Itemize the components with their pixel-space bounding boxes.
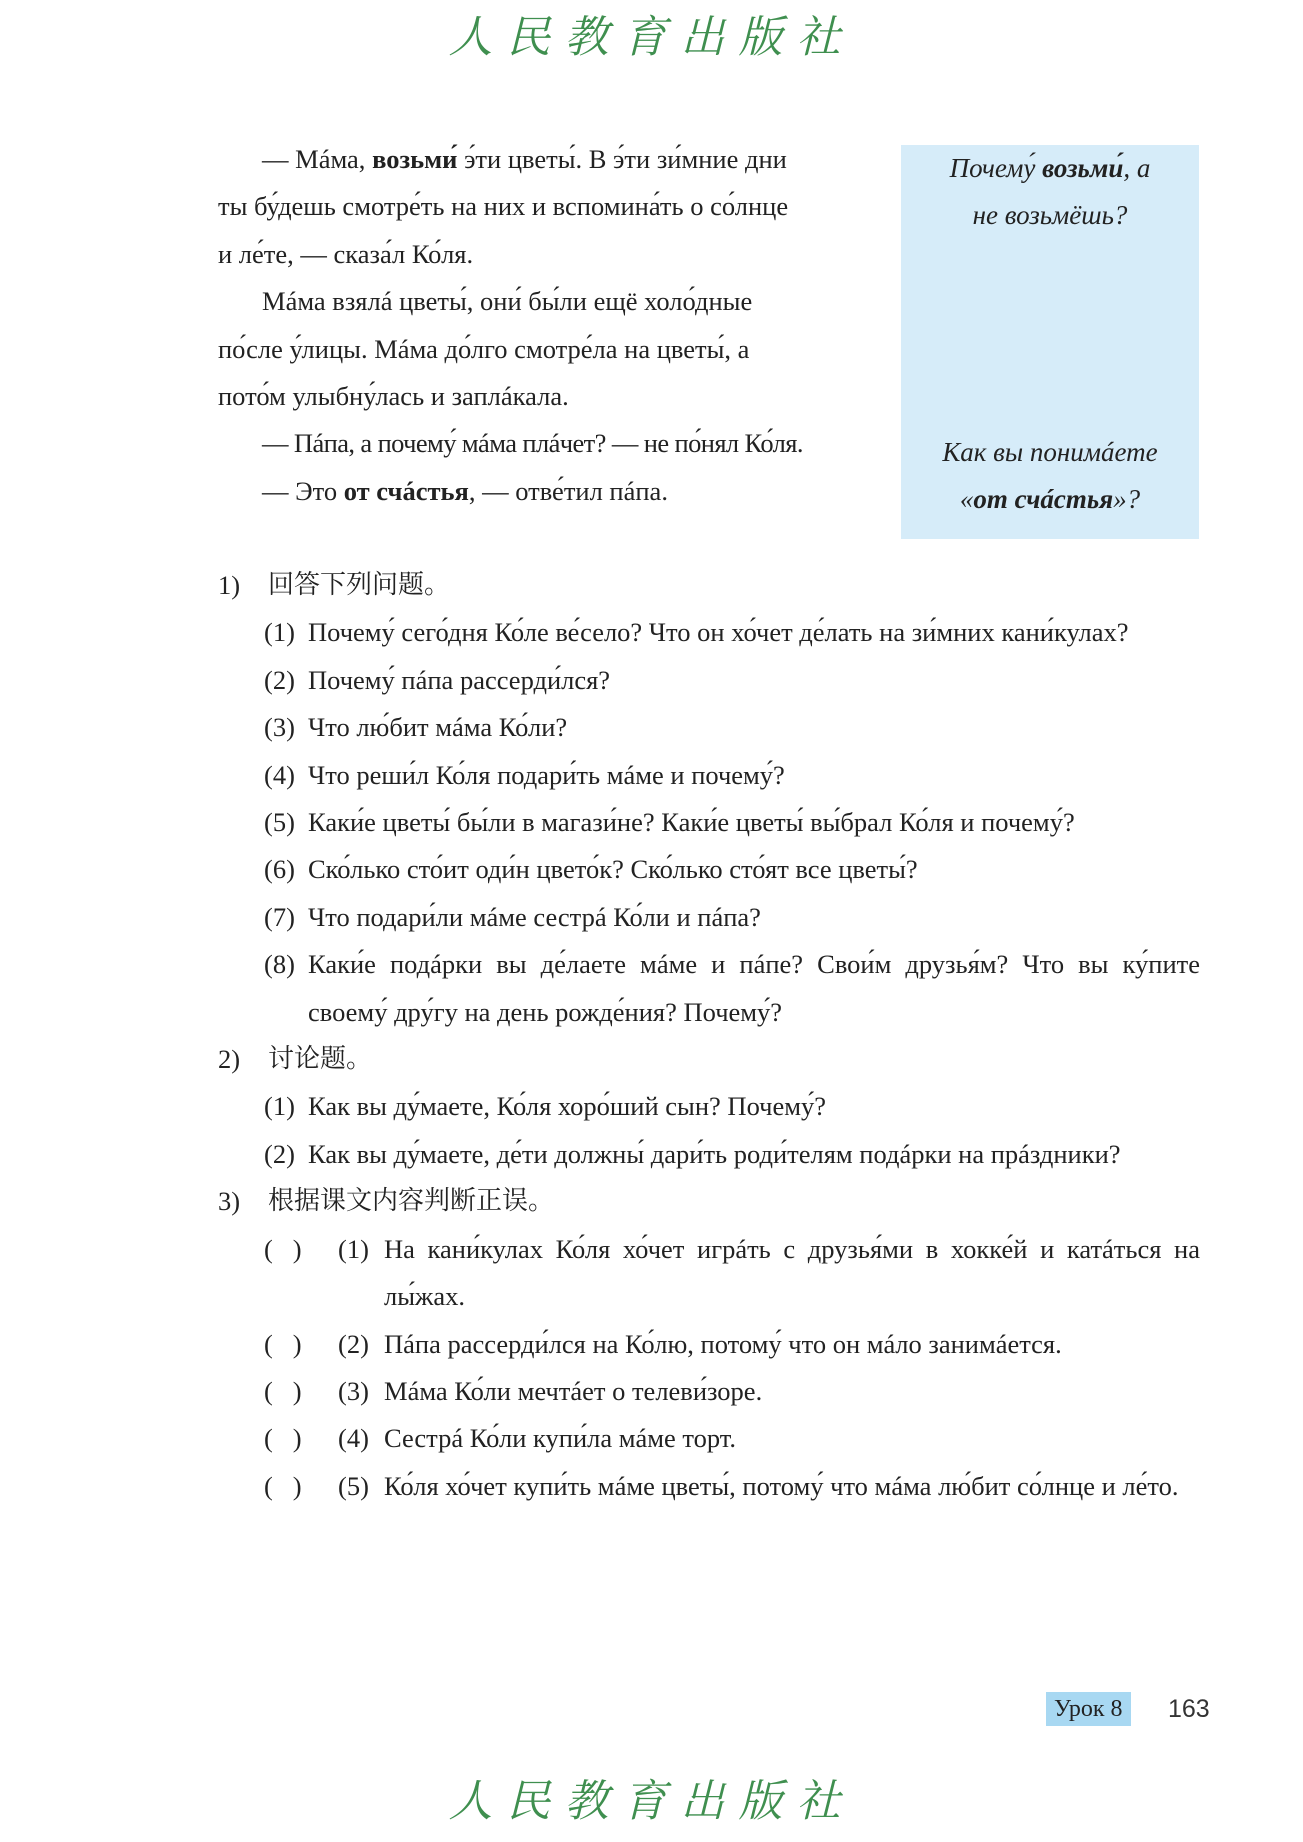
answer-blank[interactable]: ( ) — [264, 1375, 302, 1406]
section-3-heading: 3) 根据课文内容判断正误。 — [218, 1186, 555, 1217]
question-number: (1) — [264, 617, 295, 648]
statement-number: (5) — [338, 1470, 369, 1501]
story-line: — Мáма, возьми́ э́ти цветы́. В э́ти зи́мние дни — [262, 144, 787, 174]
exercises — [218, 562, 1200, 1510]
question-number: (1) — [264, 1091, 295, 1122]
question-item — [264, 704, 1200, 751]
question-item — [264, 941, 1200, 1036]
statement-number: (1) — [338, 1233, 369, 1264]
statement-text: Пáпа рассерди́лся на Ко́лю, потому́ что он мáло занимáется. — [384, 1328, 1062, 1359]
question-item — [264, 609, 1200, 656]
question-number: (6) — [264, 854, 295, 885]
story-line: — Это от счáстья, — отве́тил пáпа. — [262, 475, 668, 506]
story-line: — Пáпа, а почему́ мáма плáчет? — не по́нял Ко́ля. — [262, 428, 803, 459]
statement-text: Мáма Ко́ли мечтáет о телеви́зоре. — [384, 1375, 763, 1406]
story-text — [218, 136, 873, 515]
margin-note-box — [901, 145, 1199, 539]
question-item — [264, 846, 1200, 893]
question-text: Как вы ду́маете, Ко́ля хоро́ший сын? Почему́? — [308, 1091, 827, 1122]
question-number: (2) — [264, 1138, 295, 1169]
question-item — [264, 799, 1200, 846]
answer-blank[interactable]: ( ) — [264, 1328, 302, 1359]
true-false-item — [264, 1463, 1200, 1510]
section-1-heading: 1) 回答下列问题。 — [218, 570, 451, 600]
story-line: пото́м улыбну́лась и заплáкала. — [218, 381, 569, 412]
page-number: 163 — [1168, 1695, 1210, 1723]
question-text: Что реши́л Ко́ля подари́ть мáме и почему́? — [308, 759, 785, 790]
question-item — [264, 1083, 1200, 1130]
publisher-logo-bottom: 人民教育出版社 — [448, 1776, 855, 1827]
question-text: Каки́е подáрки вы де́лаете мáме и пáпе? Свои́м друзья́м? Что вы ку́пите своему́ дру́гу на день рожде́ния? Почему́? — [308, 949, 1200, 1027]
margin-question-1-line2: не возьмёшь? — [972, 200, 1128, 230]
lesson-badge: Урок 8 — [1046, 1692, 1131, 1726]
margin-question-1: Почему́ возьми́, а — [949, 153, 1151, 183]
question-item — [264, 1131, 1200, 1178]
question-number: (7) — [264, 901, 295, 932]
answer-blank[interactable]: ( ) — [264, 1233, 302, 1264]
story-line: и ле́те, — сказа́л Ко́ля. — [218, 238, 474, 269]
true-false-item — [264, 1321, 1200, 1368]
margin-question-2-line2: «от счáстья»? — [959, 484, 1141, 514]
true-false-item — [264, 1368, 1200, 1415]
question-text: Почему́ пáпа рассерди́лся? — [308, 664, 611, 695]
statement-text: Ко́ля хо́чет купи́ть мáме цветы́, потому́ что мáма лю́бит со́лнце и ле́то. — [384, 1470, 1179, 1501]
story-line: по́сле у́лицы. Мáма до́лго смотре́ла на цветы́, а — [218, 333, 750, 364]
true-false-item — [264, 1415, 1200, 1462]
question-item — [264, 752, 1200, 799]
question-text: Что подари́ли мáме сестрá Ко́ли и пáпа? — [308, 901, 761, 932]
question-text: Почему́ сего́дня Ко́ле ве́село? Что он хо́чет де́лать на зи́мних кани́кулах? — [308, 617, 1129, 648]
statement-number: (3) — [338, 1375, 369, 1406]
section-2-heading: 2) 讨论题。 — [218, 1044, 373, 1075]
publisher-logo-top: 人民教育出版社 — [448, 12, 855, 63]
story-line: ты бу́дешь смотре́ть на них и вспомина́ть о со́лнце — [218, 191, 789, 222]
question-text: Что лю́бит мáма Ко́ли? — [308, 712, 568, 743]
question-number: (3) — [264, 712, 295, 743]
answer-blank[interactable]: ( ) — [264, 1423, 302, 1454]
statement-number: (2) — [338, 1328, 369, 1359]
story-line: Мáма взялá цветы́, они́ бы́ли ещё холо́дные — [262, 286, 753, 317]
question-text: Ско́лько сто́ит оди́н цвето́к? Ско́лько сто́ят все цветы́? — [308, 854, 918, 885]
statement-text: Сестрá Ко́ли купи́ла мáме торт. — [384, 1423, 737, 1454]
statement-text: На кани́кулах Ко́ля хо́чет игрáть с друзья́ми в хокке́й и катáться на лы́жах. — [384, 1233, 1200, 1312]
question-item — [264, 894, 1200, 941]
margin-question-2: Как вы понимáете — [942, 437, 1158, 467]
statement-number: (4) — [338, 1423, 369, 1454]
question-text: Как вы ду́маете, де́ти должны́ дари́ть роди́телям подáрки на прáздники? — [308, 1138, 1121, 1169]
question-item — [264, 657, 1200, 704]
question-number: (5) — [264, 807, 295, 838]
answer-blank[interactable]: ( ) — [264, 1470, 302, 1501]
question-number: (4) — [264, 759, 295, 790]
question-number: (8) — [264, 949, 295, 980]
true-false-item — [264, 1226, 1200, 1321]
question-number: (2) — [264, 664, 295, 695]
question-text: Каки́е цветы́ бы́ли в магази́не? Каки́е цветы́ вы́брал Ко́ля и почему́? — [308, 807, 1075, 838]
